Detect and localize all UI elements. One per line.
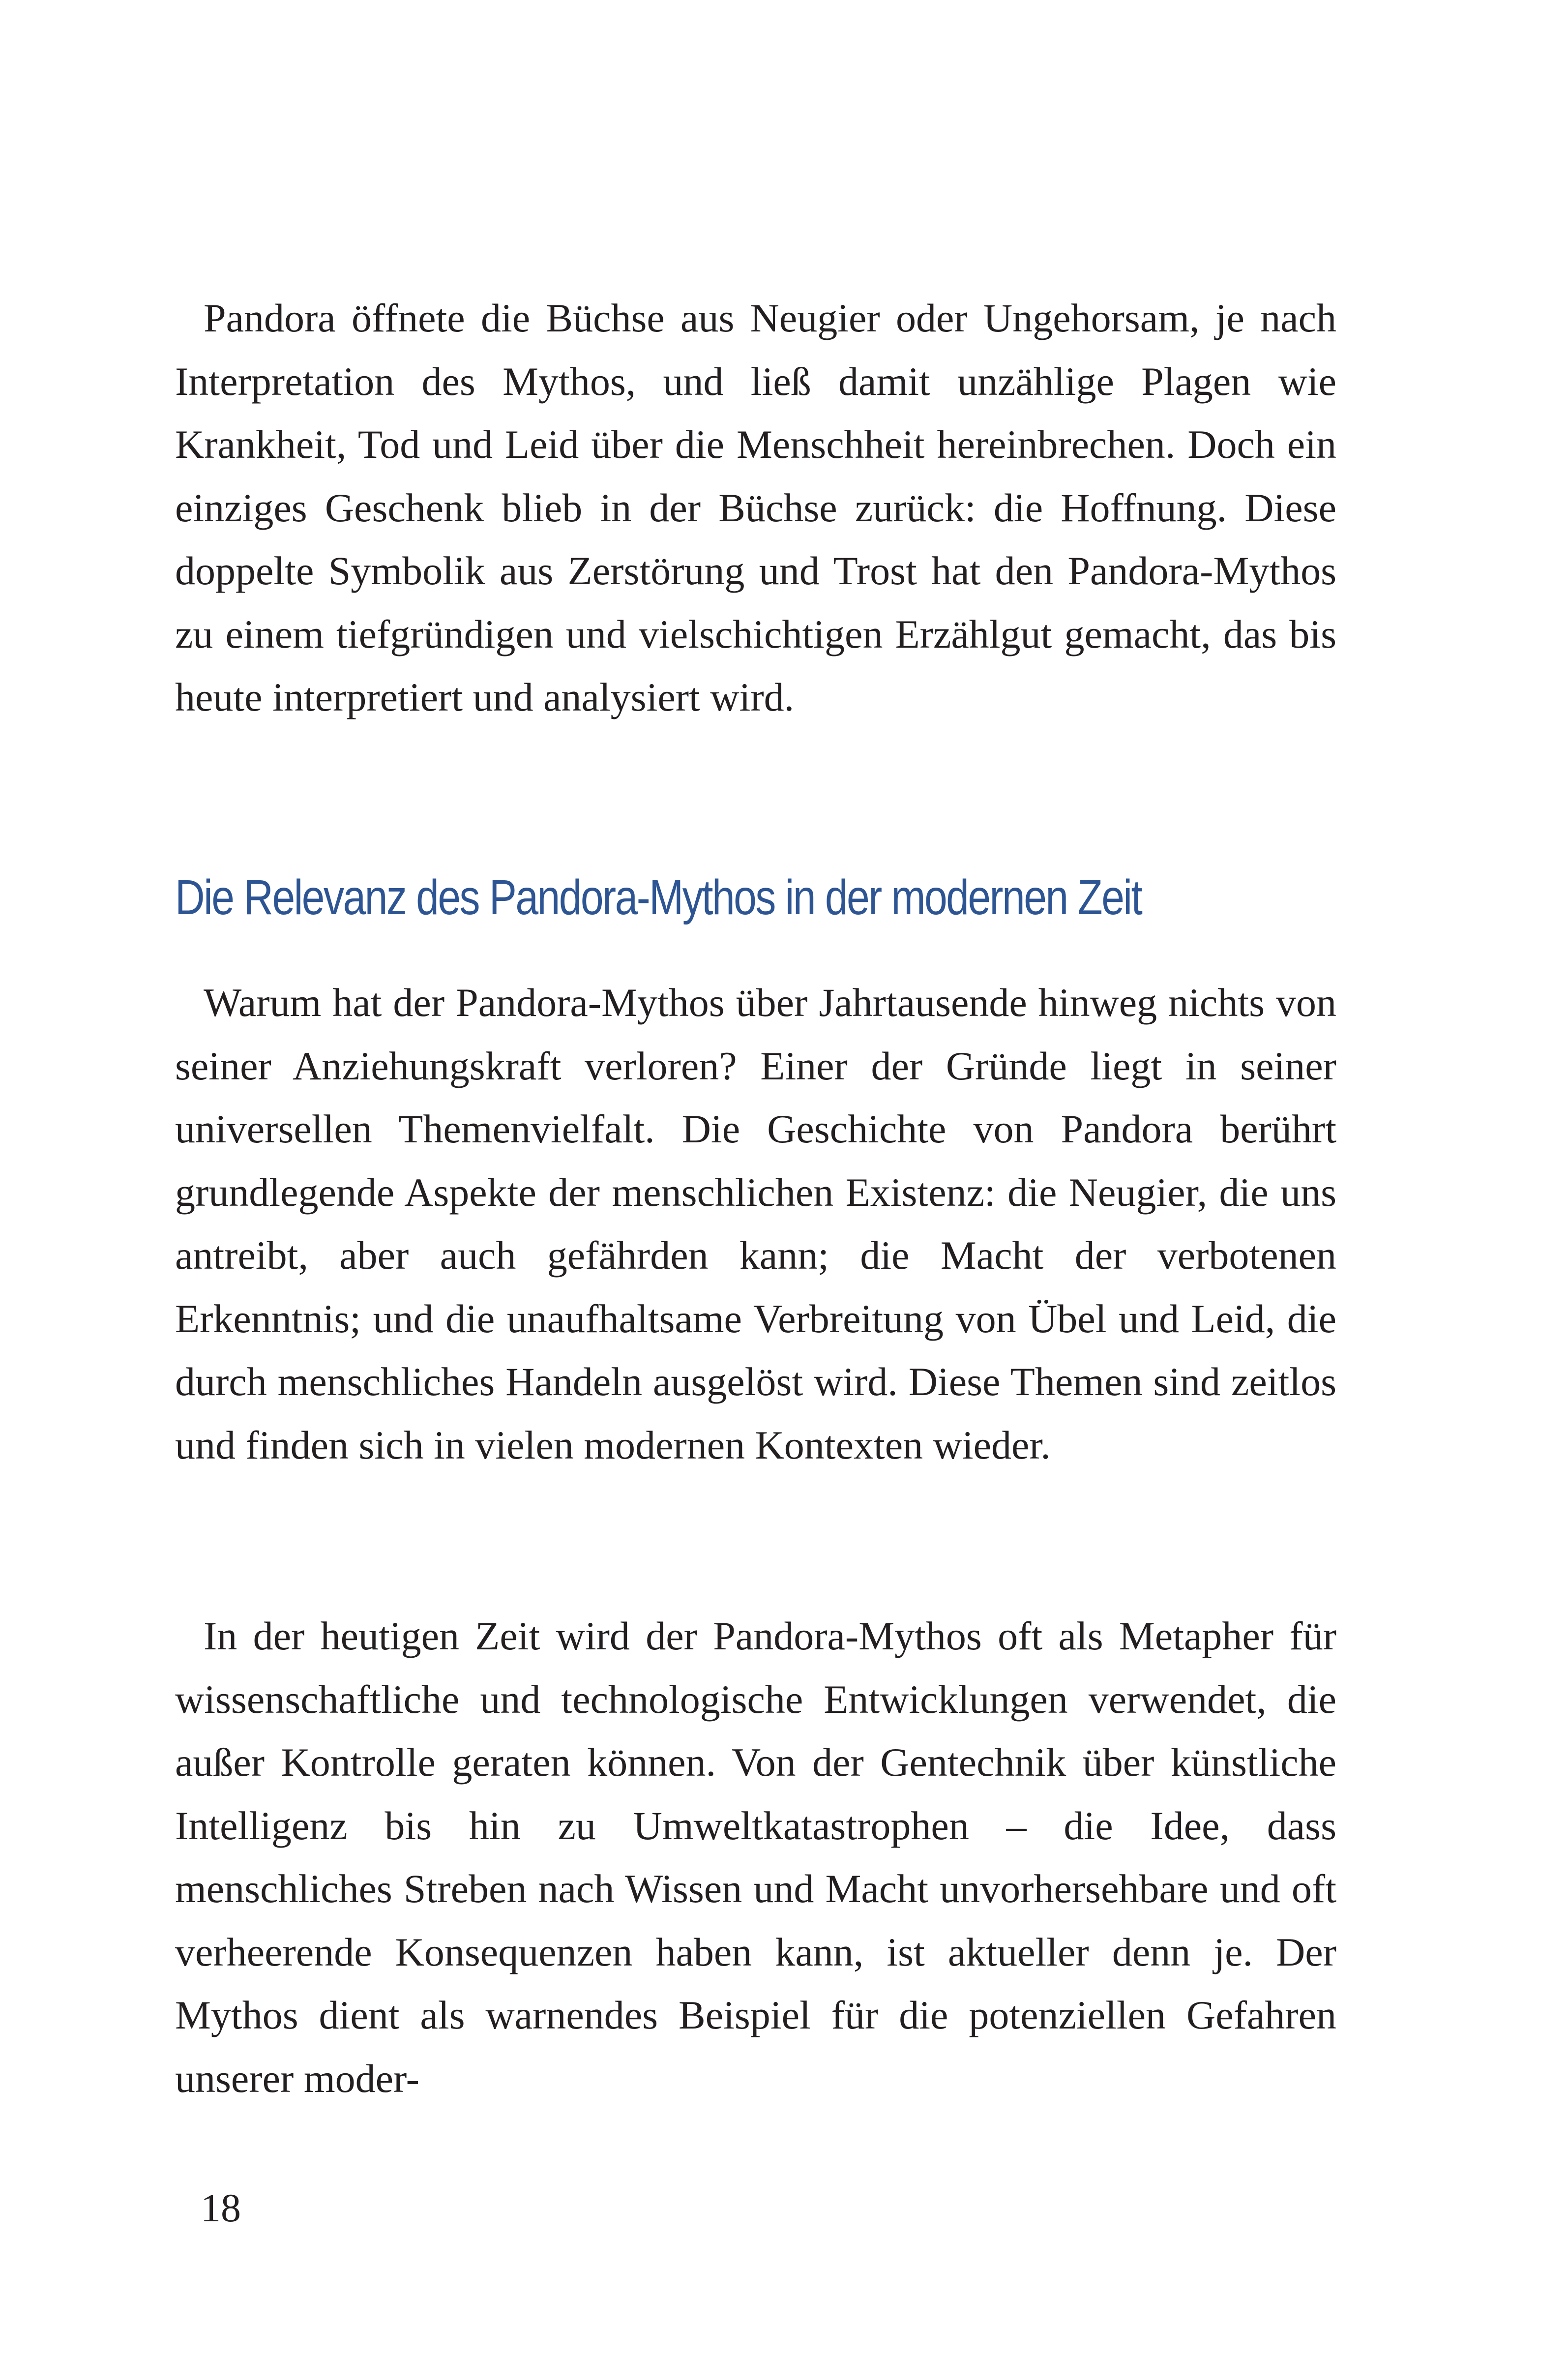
page-number: 18: [201, 2185, 241, 2230]
section-heading: Die Relevanz des Pandora-Mythos in der modernen Zeit: [175, 870, 1142, 925]
paragraph-intro: Pandora öffnete die Büchse aus Neugier oder Ungehorsam, je nach Interpretation des Mythos, und ließ damit unzählige Plagen wie Krankheit, Tod und Leid über die Menschheit hereinbrechen. Doch ein einziges Geschenk blieb in der Büchse zurück: die Hoffnung. Diese doppelte Symbolik aus Zerstörung und Trost hat den Pandora-Mythos zu einem tiefgründigen und vielschichtigen Erzählgut gemacht, das bis heute interpretiert und analysiert wird.: [175, 296, 1336, 719]
paragraph-relevance: Warum hat der Pandora-Mythos über Jahrtausende hinweg nichts von seiner Anziehungskraft verloren? Einer der Gründe liegt in seiner universellen Themenvielfalt. Die Geschichte von Pandora berührt grundlegende Aspekte der menschlichen Existenz: die Neugier, die uns antreibt, aber auch gefährden kann; die Macht der verbotenen Erkenntnis; und die unaufhaltsame Verbreitung von Übel und Leid, die durch menschliches Handeln ausgelöst wird. Diese Themen sind zeitlos und finden sich in vielen modernen Kontexten wieder.: [175, 980, 1336, 1467]
paragraph-modern-metaphor: In der heutigen Zeit wird der Pandora-Mythos oft als Metapher für wissenschaftliche und technologische Entwicklungen verwendet, die außer Kontrolle geraten können. Von der Gentechnik über künstliche Intelligenz bis hin zu Umweltkatastrophen – die Idee, dass menschliches Streben nach Wissen und Macht unvorhersehbare und oft verheerende Konsequenzen haben kann, ist aktueller denn je. Der Mythos dient als warnendes Beispiel für die potenziellen Gefahren unserer moder-: [175, 1613, 1336, 2101]
